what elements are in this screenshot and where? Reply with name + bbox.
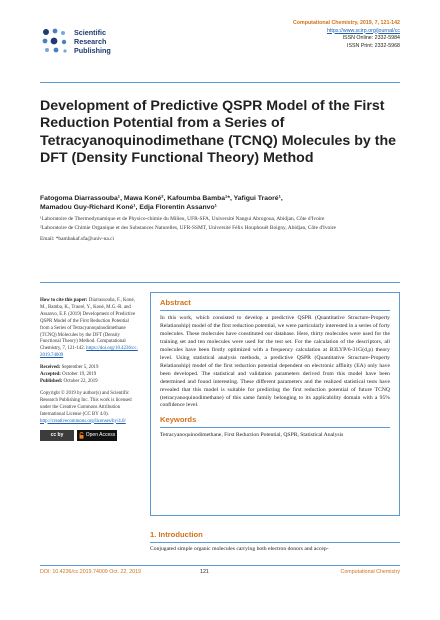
publisher-name	[74, 28, 111, 55]
affiliation-item: ²Laboratoire de Chimie Organique et des Substances Naturelles, UFR-SSMT, Université Félix Houphouët Boigny, Abidjan, Côte d'Ivoire	[40, 225, 336, 232]
publication-dates	[40, 365, 138, 386]
affiliations	[40, 216, 400, 243]
header-divider	[40, 82, 400, 83]
issn-online: ISSN Online: 2332-5984	[342, 35, 400, 42]
paper-title: Development of Predictive QSPR Model of the First Reduction Potential from a Series of Tetracyanoquinodimethane (TCNQ) Molecules by the DFT (Density Functional Theory) Method	[40, 98, 397, 167]
introduction-text: Conjugated simple organic molecules carrying both electron donors and accep-	[150, 546, 329, 552]
received-date: September 5, 2019	[61, 365, 99, 371]
abstract-text: In this work, which consisted to develop a predictive QSPR (Quantitative Structure-Property Relationship) model of the first reduction potential, we were particularly interested in a series of forty molecules. These molecules have constituted our database. Here, thirty molecules were used for the training set and ten molecules were used for the test set. For the calculation of the descriptors, all molecules have been firstly optimized with a frequency calculation at B3LYP/6-31G(d,p) theory level. Using statistical analysis methods, a predictive QSPR (Quantitative Structure-Property Relationship) model of the first reduction potential dependent on electronic affinity (EA) only have been developed. The statistical and validation parameters derived from this model have been determined and found interesting. These different parameters and the realized statistical tests have revealed that this model is suitable for predicting the first reduction potential of future TCNQ (tetracyanoquinodimethane) of this same family belonging to its applicability domain with a 95% confidence level.	[160, 315, 390, 409]
cite-text: Diarrassouba, F., Koné, M., Bamba, K., Traoré, Y., Koné, M.G.-R. and Assanvo, E.F. (2019) Development of Predictive QSPR Model of the First Reduction Potential from a Series of Tetracyanoquinodimethane (TCNQ) Molecules by the DFT (Density Functional Theory) Method. Computational Chemistry, 7, 121-142.	[40, 298, 136, 352]
copyright-notice	[40, 391, 138, 426]
footer-divider	[40, 565, 400, 566]
page-number: 121	[200, 569, 209, 575]
open-lock-icon	[79, 432, 84, 439]
publisher-logo	[40, 20, 150, 70]
author-line: Mamadou Guy-Richard Koné¹, Edja Florentin Assanvo¹	[40, 204, 217, 211]
keywords-heading: Keywords	[160, 415, 197, 425]
accepted-label: Accepted:	[40, 372, 61, 378]
introduction-heading: 1. Introduction	[150, 530, 203, 539]
keywords-text: Tetracyanoquinodimethane, First Reduction Potential, QSPR, Statistical Analysis	[160, 432, 344, 439]
license-badges	[40, 430, 138, 441]
publisher-name-line: Publishing	[74, 46, 111, 55]
cite-doi-link[interactable]: https://doi.org/10.4236/cc.2019.74009	[40, 346, 138, 359]
citation-sidebar	[40, 298, 138, 441]
footer-doi: DOI: 10.4236/cc.2019.74009 Oct. 22, 2019	[40, 569, 142, 575]
keywords-heading-rule	[160, 427, 390, 428]
published-label: Published:	[40, 378, 63, 384]
open-access-label: Open Access	[85, 432, 116, 439]
publisher-name-line: Research	[74, 37, 107, 46]
how-to-cite	[40, 298, 138, 360]
author-line: Fatogoma Diarrassouba¹, Mawa Koné², Kafoumba Bamba¹*, Yafigui Traoré¹,	[40, 195, 283, 202]
title-divider	[40, 282, 400, 283]
author-list	[40, 194, 400, 212]
received-label: Received:	[40, 365, 61, 371]
journal-citation-line: Computational Chemistry, 2019, 7, 121-142	[292, 20, 400, 26]
license-link[interactable]: http://creativecommons.org/licenses/by/4.0/	[40, 418, 126, 424]
journal-url-link[interactable]: https://www.scirp.org/journal/cc	[326, 27, 400, 34]
cc-by-badge-icon[interactable]: cc by	[40, 430, 74, 441]
accepted-date: October 19, 2019	[62, 372, 97, 378]
abstract-box	[150, 292, 400, 516]
scirp-dots-logo-icon	[40, 26, 70, 56]
cite-label: How to cite this paper:	[40, 298, 88, 303]
copyright-text: Copyright © 2019 by author(s) and Scientific Research Publishing Inc. This work is licensed under the Creative Commons Attribution International License (CC BY 4.0).	[40, 390, 132, 417]
publisher-name-line: Scientific	[74, 28, 106, 37]
abstract-heading: Abstract	[160, 298, 191, 307]
abstract-heading-rule	[160, 310, 390, 311]
corresponding-email[interactable]: Email: *bambakaf.sfa@univ-na.ci	[40, 235, 114, 242]
introduction-heading-rule	[150, 542, 400, 543]
journal-info	[293, 20, 400, 50]
footer-journal-name: Computational Chemistry	[340, 569, 400, 575]
published-date: October 22, 2019	[63, 378, 98, 384]
affiliation-item: ¹Laboratoire de Thermodynamique et de Physico-chimie du Milieu, UFR-SFA, Université Nangui Abrogoua, Abidjan, Côte d'Ivoire	[40, 216, 325, 222]
open-access-badge[interactable]	[77, 430, 117, 441]
issn-print: ISSN Print: 2332-5968	[347, 42, 400, 49]
